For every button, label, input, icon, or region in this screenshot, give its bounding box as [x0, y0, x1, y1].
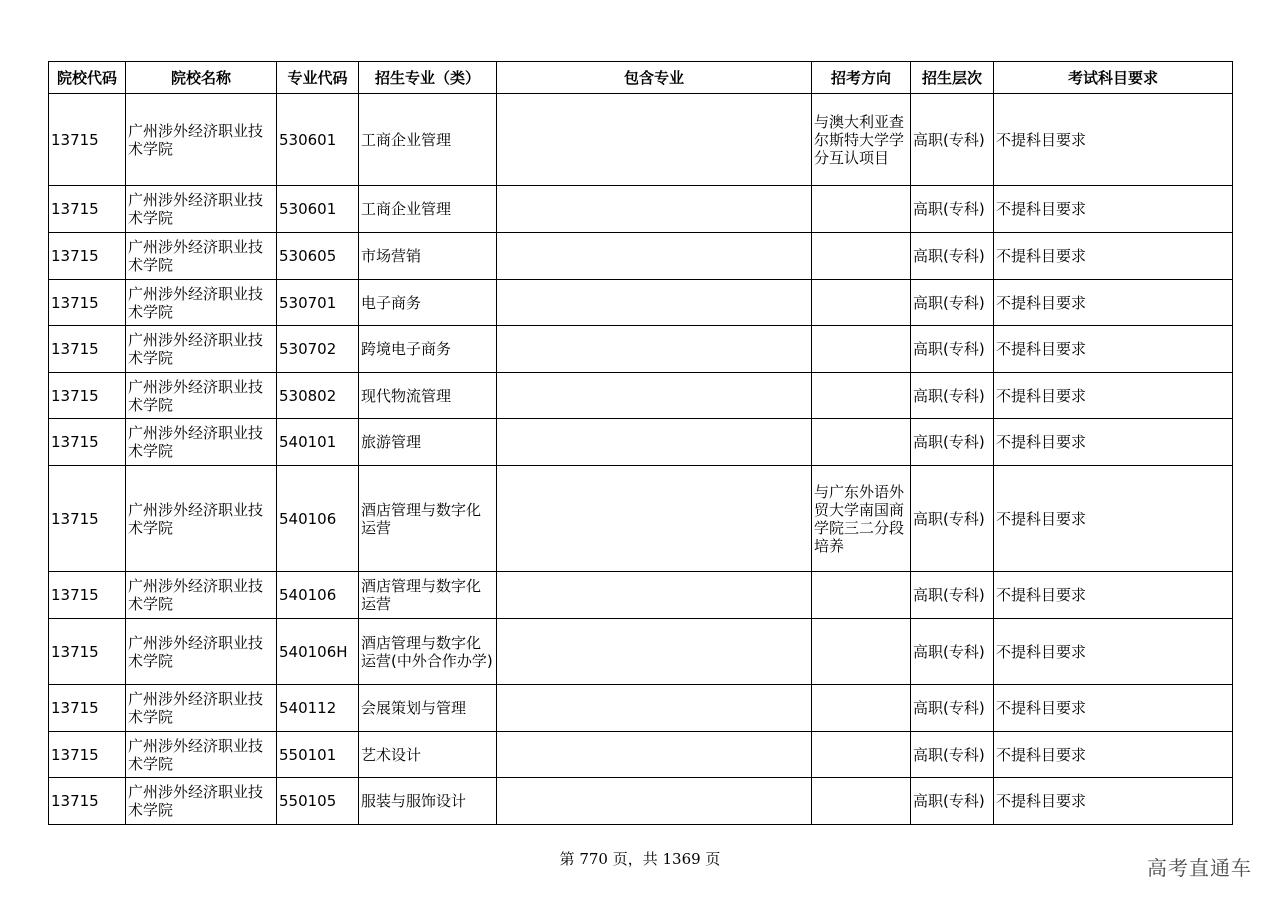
included-majors-cell: [497, 572, 812, 619]
school-name-cell: 广州涉外经济职业技术学院: [126, 619, 277, 685]
header-major: 招生专业（类）: [359, 62, 497, 94]
school-name-cell: 广州涉外经济职业技术学院: [126, 466, 277, 572]
major-code-cell: 530601: [277, 94, 359, 186]
table-row: [49, 373, 1233, 419]
major-code-cell: 540106: [277, 572, 359, 619]
subject-requirement-cell: 不提科目要求: [994, 685, 1233, 732]
level-cell: 高职(专科): [911, 685, 994, 732]
watermark: 高考直通车: [1147, 856, 1252, 880]
major-cell: 旅游管理: [359, 419, 497, 466]
level-cell: 高职(专科): [911, 233, 994, 280]
table-row: [49, 280, 1233, 326]
major-cell: 酒店管理与数字化运营: [359, 572, 497, 619]
subject-requirement-cell: 不提科目要求: [994, 373, 1233, 419]
included-majors-cell: [497, 233, 812, 280]
major-code-cell: 530701: [277, 280, 359, 326]
school-code-cell: 13715: [49, 326, 126, 373]
table-row: [49, 572, 1233, 619]
school-code-cell: 13715: [49, 373, 126, 419]
subject-requirement-cell: 不提科目要求: [994, 778, 1233, 825]
level-cell: 高职(专科): [911, 94, 994, 186]
school-code-cell: 13715: [49, 233, 126, 280]
level-cell: 高职(专科): [911, 326, 994, 373]
school-code-cell: 13715: [49, 619, 126, 685]
level-cell: 高职(专科): [911, 186, 994, 233]
school-code-cell: 13715: [49, 419, 126, 466]
school-name-cell: 广州涉外经济职业技术学院: [126, 373, 277, 419]
included-majors-cell: [497, 326, 812, 373]
header-level: 招生层次: [911, 62, 994, 94]
table-header-row: [49, 62, 1233, 94]
direction-cell: [812, 619, 911, 685]
table-row: [49, 94, 1233, 186]
school-code-cell: 13715: [49, 186, 126, 233]
school-name-cell: 广州涉外经济职业技术学院: [126, 685, 277, 732]
level-cell: 高职(专科): [911, 732, 994, 778]
included-majors-cell: [497, 280, 812, 326]
level-cell: 高职(专科): [911, 280, 994, 326]
major-cell: 现代物流管理: [359, 373, 497, 419]
table-row: [49, 326, 1233, 373]
subject-requirement-cell: 不提科目要求: [994, 233, 1233, 280]
school-name-cell: 广州涉外经济职业技术学院: [126, 233, 277, 280]
included-majors-cell: [497, 94, 812, 186]
major-code-cell: 540106: [277, 466, 359, 572]
direction-cell: [812, 280, 911, 326]
direction-cell: [812, 732, 911, 778]
included-majors-cell: [497, 778, 812, 825]
direction-cell: 与澳大利亚查尔斯特大学学分互认项目: [812, 94, 911, 186]
direction-cell: [812, 233, 911, 280]
major-code-cell: 530601: [277, 186, 359, 233]
major-cell: 会展策划与管理: [359, 685, 497, 732]
included-majors-cell: [497, 685, 812, 732]
header-major-code: 专业代码: [277, 62, 359, 94]
school-name-cell: 广州涉外经济职业技术学院: [126, 326, 277, 373]
level-cell: 高职(专科): [911, 778, 994, 825]
table-row: [49, 233, 1233, 280]
school-name-cell: 广州涉外经济职业技术学院: [126, 419, 277, 466]
direction-cell: [812, 326, 911, 373]
direction-cell: [812, 778, 911, 825]
school-code-cell: 13715: [49, 572, 126, 619]
level-cell: 高职(专科): [911, 619, 994, 685]
major-code-cell: 550101: [277, 732, 359, 778]
level-cell: 高职(专科): [911, 466, 994, 572]
major-cell: 工商企业管理: [359, 94, 497, 186]
school-code-cell: 13715: [49, 778, 126, 825]
major-code-cell: 530802: [277, 373, 359, 419]
subject-requirement-cell: 不提科目要求: [994, 186, 1233, 233]
school-name-cell: 广州涉外经济职业技术学院: [126, 732, 277, 778]
header-school-code: 院校代码: [49, 62, 126, 94]
subject-requirement-cell: 不提科目要求: [994, 572, 1233, 619]
major-cell: 电子商务: [359, 280, 497, 326]
school-name-cell: 广州涉外经济职业技术学院: [126, 186, 277, 233]
school-code-cell: 13715: [49, 466, 126, 572]
major-cell: 跨境电子商务: [359, 326, 497, 373]
direction-cell: [812, 373, 911, 419]
direction-cell: [812, 572, 911, 619]
school-code-cell: 13715: [49, 685, 126, 732]
subject-requirement-cell: 不提科目要求: [994, 619, 1233, 685]
included-majors-cell: [497, 186, 812, 233]
major-cell: 市场营销: [359, 233, 497, 280]
table-row: [49, 619, 1233, 685]
school-name-cell: 广州涉外经济职业技术学院: [126, 778, 277, 825]
level-cell: 高职(专科): [911, 572, 994, 619]
table-row: [49, 685, 1233, 732]
major-cell: 酒店管理与数字化运营(中外合作办学): [359, 619, 497, 685]
major-code-cell: 530605: [277, 233, 359, 280]
school-code-cell: 13715: [49, 732, 126, 778]
major-code-cell: 550105: [277, 778, 359, 825]
header-school-name: 院校名称: [126, 62, 277, 94]
header-subject-requirement: 考试科目要求: [994, 62, 1233, 94]
table-row: [49, 466, 1233, 572]
page-number: 第 770 页，共 1369 页: [559, 850, 721, 868]
table-body: [49, 94, 1233, 825]
direction-cell: [812, 685, 911, 732]
major-cell: 艺术设计: [359, 732, 497, 778]
major-cell: 工商企业管理: [359, 186, 497, 233]
table-row: [49, 419, 1233, 466]
major-code-cell: 540101: [277, 419, 359, 466]
school-code-cell: 13715: [49, 94, 126, 186]
major-code-cell: 540106H: [277, 619, 359, 685]
header-direction: 招考方向: [812, 62, 911, 94]
subject-requirement-cell: 不提科目要求: [994, 732, 1233, 778]
included-majors-cell: [497, 732, 812, 778]
direction-cell: [812, 419, 911, 466]
table-row: [49, 732, 1233, 778]
subject-requirement-cell: 不提科目要求: [994, 419, 1233, 466]
included-majors-cell: [497, 466, 812, 572]
major-cell: 酒店管理与数字化运营: [359, 466, 497, 572]
level-cell: 高职(专科): [911, 373, 994, 419]
major-code-cell: 530702: [277, 326, 359, 373]
included-majors-cell: [497, 619, 812, 685]
school-code-cell: 13715: [49, 280, 126, 326]
subject-requirement-cell: 不提科目要求: [994, 466, 1233, 572]
school-name-cell: 广州涉外经济职业技术学院: [126, 572, 277, 619]
subject-requirement-cell: 不提科目要求: [994, 326, 1233, 373]
included-majors-cell: [497, 373, 812, 419]
included-majors-cell: [497, 419, 812, 466]
direction-cell: 与广东外语外贸大学南国商学院三二分段培养: [812, 466, 911, 572]
major-code-cell: 540112: [277, 685, 359, 732]
header-included-majors: 包含专业: [497, 62, 812, 94]
school-name-cell: 广州涉外经济职业技术学院: [126, 94, 277, 186]
subject-requirement-cell: 不提科目要求: [994, 280, 1233, 326]
major-cell: 服装与服饰设计: [359, 778, 497, 825]
admission-table: [48, 61, 1233, 825]
subject-requirement-cell: 不提科目要求: [994, 94, 1233, 186]
level-cell: 高职(专科): [911, 419, 994, 466]
table-row: [49, 186, 1233, 233]
school-name-cell: 广州涉外经济职业技术学院: [126, 280, 277, 326]
table-row: [49, 778, 1233, 825]
direction-cell: [812, 186, 911, 233]
